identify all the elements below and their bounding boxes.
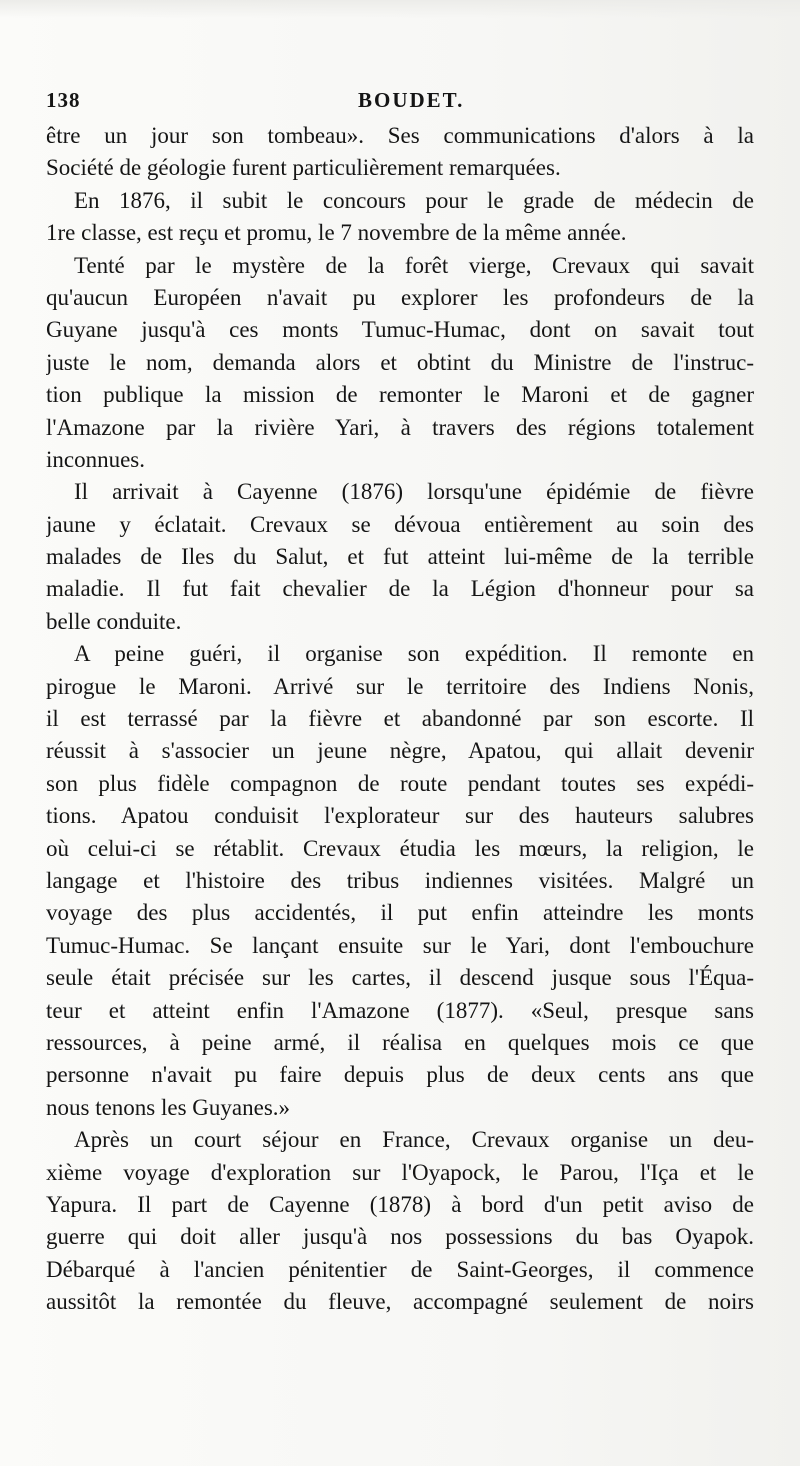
text-line: 1re classe, est reçu et promu, le 7 novembre de la même année. (46, 220, 627, 246)
page-number: 138 (46, 88, 81, 112)
text-line: Yapura. Il part de Cayenne (1878) à bord d'un petit aviso de (46, 1191, 754, 1217)
text-line: Il arrivait à Cayenne (1876) lorsqu'une épidémie de fièvre (74, 479, 754, 505)
text-line: langage et l'histoire des tribus indiennes visitées. Malgré un (46, 867, 754, 893)
text-line: voyage des plus accidentés, il put enfin atteindre les monts (46, 900, 754, 926)
text-line: inconnues. (46, 446, 146, 472)
text-line: ressources, à peine armé, il réalisa en quelques mois ce que (46, 1029, 754, 1055)
body-text (46, 120, 754, 1318)
text-line: maladie. Il fut fait chevalier de la Légion d'honneur pour sa (46, 576, 754, 602)
text-line: Tenté par le mystère de la forêt vierge, Crevaux qui savait (74, 252, 754, 278)
text-line: qu'aucun Européen n'avait pu explorer les profondeurs de la (46, 284, 754, 310)
text-line: Société de géologie furent particulièrement remarquées. (46, 155, 561, 181)
text-line: Guyane jusqu'à ces monts Tumuc-Humac, dont on savait tout (46, 317, 754, 343)
text-line: l'Amazone par la rivière Yari, à travers des régions totalement (46, 414, 754, 440)
text-line: tions. Apatou conduisit l'explorateur sur des hauteurs salubres (46, 803, 754, 829)
text-line: son plus fidèle compagnon de route pendant toutes ses expédi- (46, 770, 754, 796)
text-line: guerre qui doit aller jusqu'à nos possessions du bas Oyapok. (46, 1224, 754, 1250)
text-line: belle conduite. (46, 608, 182, 634)
text-line: malades de Iles du Salut, et fut atteint lui-même de la terrible (46, 544, 754, 570)
text-line: Débarqué à l'ancien pénitentier de Saint-Georges, il commence (46, 1256, 754, 1282)
text-line: pirogue le Maroni. Arrivé sur le territoire des Indiens Nonis, (46, 673, 754, 699)
text-line: xième voyage d'exploration sur l'Oyapock, le Parou, l'Iça et le (46, 1159, 754, 1185)
text-line: juste le nom, demanda alors et obtint du Ministre de l'instruc- (46, 349, 754, 375)
text-line: jaune y éclatait. Crevaux se dévoua entièrement au soin des (46, 511, 754, 537)
text-line: aussitôt la remontée du fleuve, accompagné seulement de noirs (46, 1289, 754, 1315)
paragraph (46, 638, 754, 1124)
text-line: nous tenons les Guyanes.» (46, 1094, 291, 1120)
paragraph (46, 1124, 754, 1318)
text-line: Après un court séjour en France, Crevaux organise un deu- (74, 1127, 754, 1153)
paragraph (46, 185, 754, 250)
text-line: personne n'avait pu faire depuis plus de deux cents ans que (46, 1062, 754, 1088)
text-line: être un jour son tombeau». Ses communications d'alors à la (46, 123, 754, 148)
paragraph (46, 250, 754, 477)
page-header (46, 88, 750, 116)
paragraph (46, 120, 754, 185)
text-line: où celui-ci se rétablit. Crevaux étudia les mœurs, la religion, le (46, 835, 754, 861)
text-line: tion publique la mission de remonter le Maroni et de gagner (46, 382, 754, 408)
paragraph (46, 476, 754, 638)
text-line: En 1876, il subit le concours pour le grade de médecin de (74, 187, 754, 213)
text-line: réussit à s'associer un jeune nègre, Apatou, qui allait devenir (46, 738, 754, 764)
text-line: seule était précisée sur les cartes, il descend jusque sous l'Équa- (46, 965, 754, 991)
running-head: BOUDET. (358, 88, 465, 112)
text-line: teur et atteint enfin l'Amazone (1877). «Seul, presque sans (46, 997, 754, 1023)
page-top-edge (0, 0, 800, 18)
text-line: A peine guéri, il organise son expédition. Il remonte en (74, 641, 754, 667)
text-line: il est terrassé par la fièvre et abandonné par son escorte. Il (46, 706, 754, 732)
text-line: Tumuc-Humac. Se lançant ensuite sur le Yari, dont l'embouchure (46, 932, 754, 958)
